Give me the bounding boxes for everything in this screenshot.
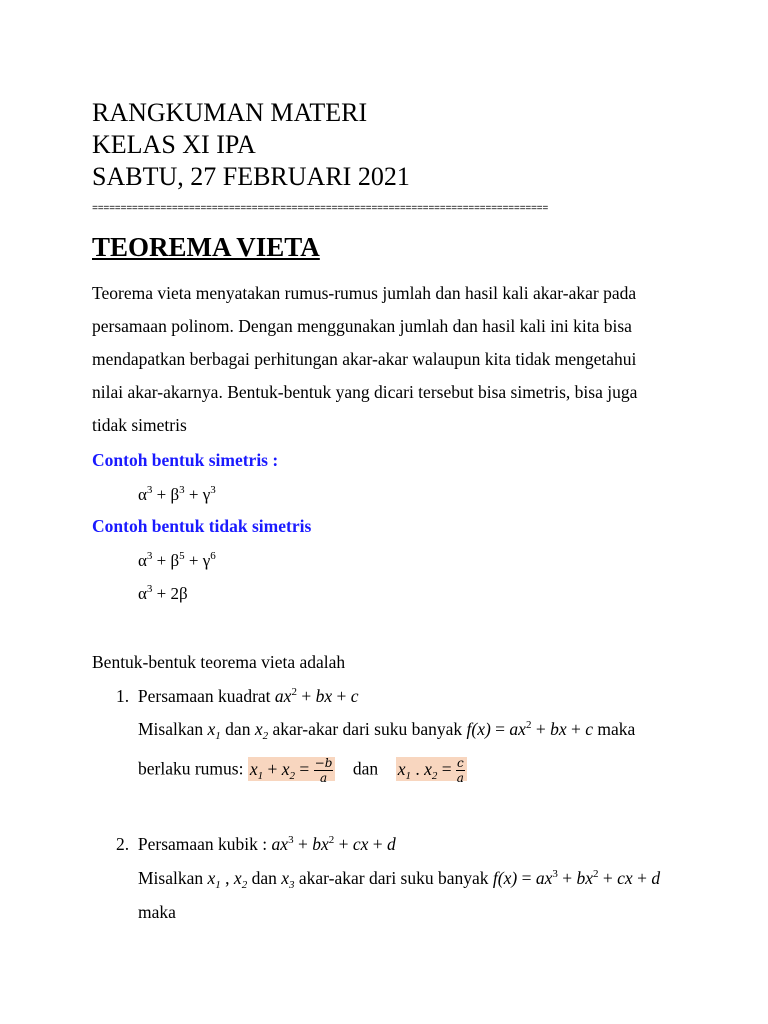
header-line-1: RANGKUMAN MATERI: [92, 98, 368, 127]
list-item-1: 1. Persamaan kuadrat $ax^2$ + bx + c: [116, 686, 359, 706]
header-line-3: SABTU, 27 FEBRUARI 2021: [92, 162, 410, 191]
item-1-misalkan: Misalkan $x_1$ dan $x_2$ akar-akar dari suku banyak $f(x) = ax^2$ + bx + c maka: [138, 719, 636, 742]
item-title: Persamaan kuadrat: [137, 686, 271, 706]
item-1-berlaku: berlaku rumus: $x_1 + x_2$ = $\frac{-b}{a}$ dan $x_1$ . $x_2$ = $\frac{c}{a}$: [138, 756, 467, 785]
header-line-2: KELAS XI IPA: [92, 130, 256, 159]
sum-roots-formula: $x_1 + x_2$ = $\frac{-b}{a}$: [248, 757, 336, 781]
formula-tidak-simetris-2: $\alpha^3 + 2\beta$: [138, 583, 188, 603]
bentuk-intro: Bentuk-bentuk teorema vieta adalah: [92, 652, 346, 672]
item-title: Persamaan kubik :: [137, 834, 268, 854]
intro-line-5: tidak simetris: [92, 415, 187, 435]
list-item-2: 2. Persamaan kubik : $ax^3 + bx^2$ + cx + d: [116, 834, 396, 854]
section-title: TEOREMA VIETA: [92, 232, 320, 262]
separator-line: ================================================================================: [92, 204, 549, 215]
intro-line-2: persamaan polinom. Dengan menggunakan jumlah dan hasil kali ini kita bisa: [92, 316, 632, 336]
intro-line-4: nilai akar-akarnya. Bentuk-bentuk yang dicari tersebut bisa simetris, bisa juga: [92, 382, 638, 402]
intro-line-1: Teorema vieta menyatakan rumus-rumus jumlah dan hasil kali akar-akar pada: [92, 283, 637, 303]
formula-tidak-simetris-1: $\alpha^3 + \beta^5 + \gamma^6$: [138, 550, 216, 570]
list-number: 2.: [116, 834, 130, 854]
item-2-maka: maka: [138, 902, 176, 922]
list-number: 1.: [116, 686, 130, 706]
intro-line-3: mendapatkan berbagai perhitungan akar-akar walaupun kita tidak mengetahui: [92, 349, 637, 369]
contoh-tidak-simetris-heading: Contoh bentuk tidak simetris: [92, 516, 312, 536]
contoh-simetris-heading: Contoh bentuk simetris :: [92, 450, 279, 470]
item-2-misalkan: Misalkan $x_1$ , $x_2$ dan $x_3$ akar-akar dari suku banyak $f(x) = ax^3 + bx^2$ + cx + d: [138, 868, 661, 891]
product-roots-formula: $x_1$ . $x_2$ = $\frac{c}{a}$: [396, 757, 467, 781]
formula-simetris: $\alpha^3 + \beta^3 + \gamma^3$: [138, 484, 216, 504]
